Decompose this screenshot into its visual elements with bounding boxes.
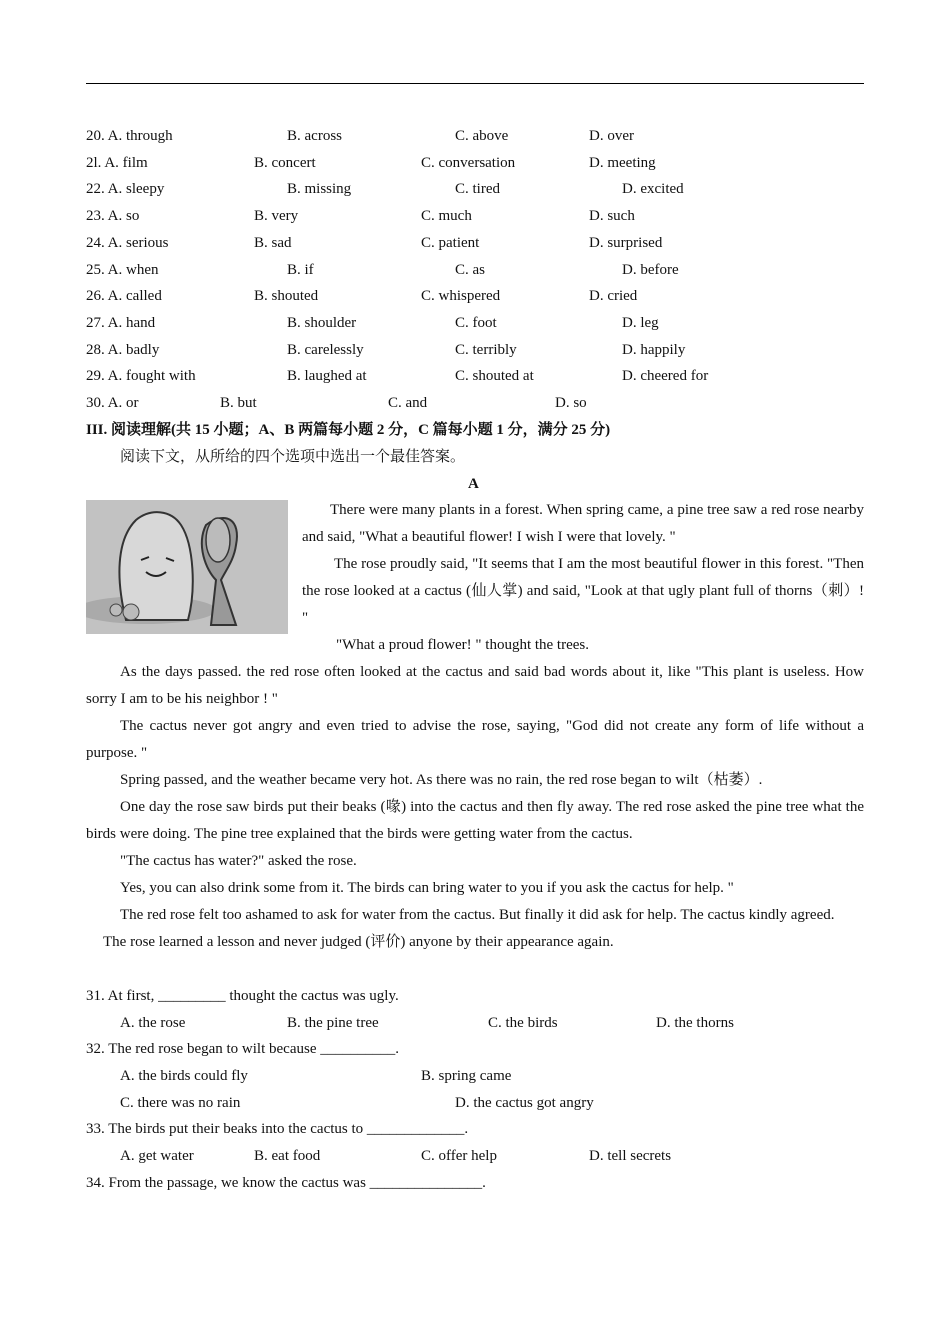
option: B. missing: [287, 181, 352, 198]
option: B. if: [287, 261, 314, 278]
cloze-question-number: 2l. A. film: [86, 154, 148, 171]
passage-paragraph: As the days passed. the red rose often looked at the cactus and said bad words about it, like "This plant is useless. How sorry I am to be his neighbor ! ": [86, 664, 864, 707]
passage-wrap-text: [302, 497, 864, 659]
instruction: 阅读下文，从所给的四个选项中选出一个最佳答案。: [120, 449, 466, 465]
cloze-question-number: 27. A. hand: [86, 314, 156, 331]
cloze-question-number: 23. A. so: [86, 208, 140, 225]
header-rule: [86, 83, 864, 84]
option: B. shouted: [254, 288, 319, 305]
option: D. excited: [622, 181, 684, 198]
question-34: 34. From the passage, we know the cactus was _______________.: [86, 1175, 486, 1191]
option: C. offer help: [421, 1148, 497, 1164]
option: D. happily: [622, 341, 686, 358]
cloze-question-number: 28. A. badly: [86, 341, 160, 358]
option: B. carelessly: [287, 341, 364, 358]
option: C. whispered: [421, 288, 501, 305]
option: C. above: [455, 128, 509, 144]
option: B. eat food: [254, 1148, 321, 1164]
option: C. patient: [421, 234, 480, 251]
passage-label: A: [468, 476, 479, 492]
option: B. shoulder: [287, 314, 357, 331]
passage-paragraph: "What a proud flower! " thought the trees.: [336, 637, 590, 653]
cloze-question-number: 20. A. through: [86, 128, 173, 144]
passage-body: [86, 659, 864, 956]
option: B. spring came: [421, 1068, 512, 1084]
option: D. cried: [589, 288, 638, 305]
option: D. before: [622, 261, 679, 278]
option: A. the rose: [120, 1015, 186, 1031]
cloze-question-number: 29. A. fought with: [86, 368, 196, 385]
question-32: 32. The red rose began to wilt because __________.: [86, 1041, 399, 1057]
option: D. meeting: [589, 154, 656, 171]
cloze-question-number: 25. A. when: [86, 261, 159, 278]
section-title: III. 阅读理解(共 15 小题；A、B 两篇每小题 2 分，C 篇每小题 1 分，满分 25 分): [86, 422, 611, 438]
passage-paragraph: The cactus never got angry and even tried to advise the rose, saying, "God did not create any form of life without a purpose. ": [86, 718, 864, 761]
option: C. terribly: [455, 341, 517, 358]
passage-paragraph: "The cactus has water?" asked the rose.: [120, 853, 357, 869]
option: D. surprised: [589, 234, 663, 251]
option: C. shouted at: [455, 368, 534, 385]
option: B. sad: [254, 234, 292, 251]
option: D. leg: [622, 314, 659, 331]
option: D. over: [589, 128, 634, 144]
option: C. tired: [455, 181, 500, 198]
option: C. there was no rain: [120, 1095, 241, 1111]
option: A. the birds could fly: [120, 1068, 248, 1084]
option: B. but: [220, 395, 257, 411]
option: C. foot: [455, 314, 497, 331]
option: C. much: [421, 208, 472, 225]
cloze-question-number: 22. A. sleepy: [86, 181, 165, 198]
option: D. so: [555, 395, 587, 411]
cactus-rose-drawing: [86, 500, 288, 634]
passage-paragraph: The rose proudly said, "It seems that I am the most beautiful flower in this forest. "Then the rose looked at a cactus (仙人掌) and said, "Look at that ugly plant full of thorns（刺）! ": [302, 556, 864, 626]
option: D. such: [589, 208, 635, 225]
cactus-rose-illustration: [86, 500, 288, 634]
option: B. across: [287, 128, 342, 144]
passage-paragraph: Yes, you can also drink some from it. The birds can bring water to you if you ask the cactus for help. ": [120, 880, 734, 896]
option: C. and: [388, 395, 428, 411]
option: B. laughed at: [287, 368, 367, 385]
passage-paragraph: One day the rose saw birds put their beaks (喙) into the cactus and then fly away. The red rose asked the pine tree what the birds were doing. The pine tree explained that the birds were getting water from the cactus.: [86, 799, 864, 842]
option: B. concert: [254, 154, 316, 171]
question-31: 31. At first, _________ thought the cactus was ugly.: [86, 988, 399, 1004]
option: C. conversation: [421, 154, 516, 171]
option: D. tell secrets: [589, 1148, 672, 1164]
option: C. the birds: [488, 1015, 558, 1031]
passage-paragraph: The rose learned a lesson and never judged (评价) anyone by their appearance again.: [103, 934, 614, 950]
option: B. very: [254, 208, 299, 225]
option: A. get water: [120, 1148, 194, 1164]
passage-paragraph: The red rose felt too ashamed to ask for water from the cactus. But finally it did ask for help. The cactus kindly agreed.: [120, 907, 835, 923]
question-33: 33. The birds put their beaks into the cactus to _____________.: [86, 1121, 469, 1137]
passage-paragraph: There were many plants in a forest. When spring came, a pine tree saw a red rose nearby and said, "What a beautiful flower! I wish I were that lovely. ": [302, 502, 864, 545]
option: B. the pine tree: [287, 1015, 379, 1031]
option: D. cheered for: [622, 368, 709, 385]
option: D. the thorns: [656, 1015, 734, 1031]
cloze-question-number: 30. A. or: [86, 395, 139, 411]
passage-paragraph: Spring passed, and the weather became very hot. As there was no rain, the red rose began to wilt（枯萎）.: [120, 772, 763, 788]
cloze-question-number: 26. A. called: [86, 288, 162, 305]
option: D. the cactus got angry: [455, 1095, 594, 1111]
cloze-question-number: 24. A. serious: [86, 234, 169, 251]
option: C. as: [455, 261, 485, 278]
